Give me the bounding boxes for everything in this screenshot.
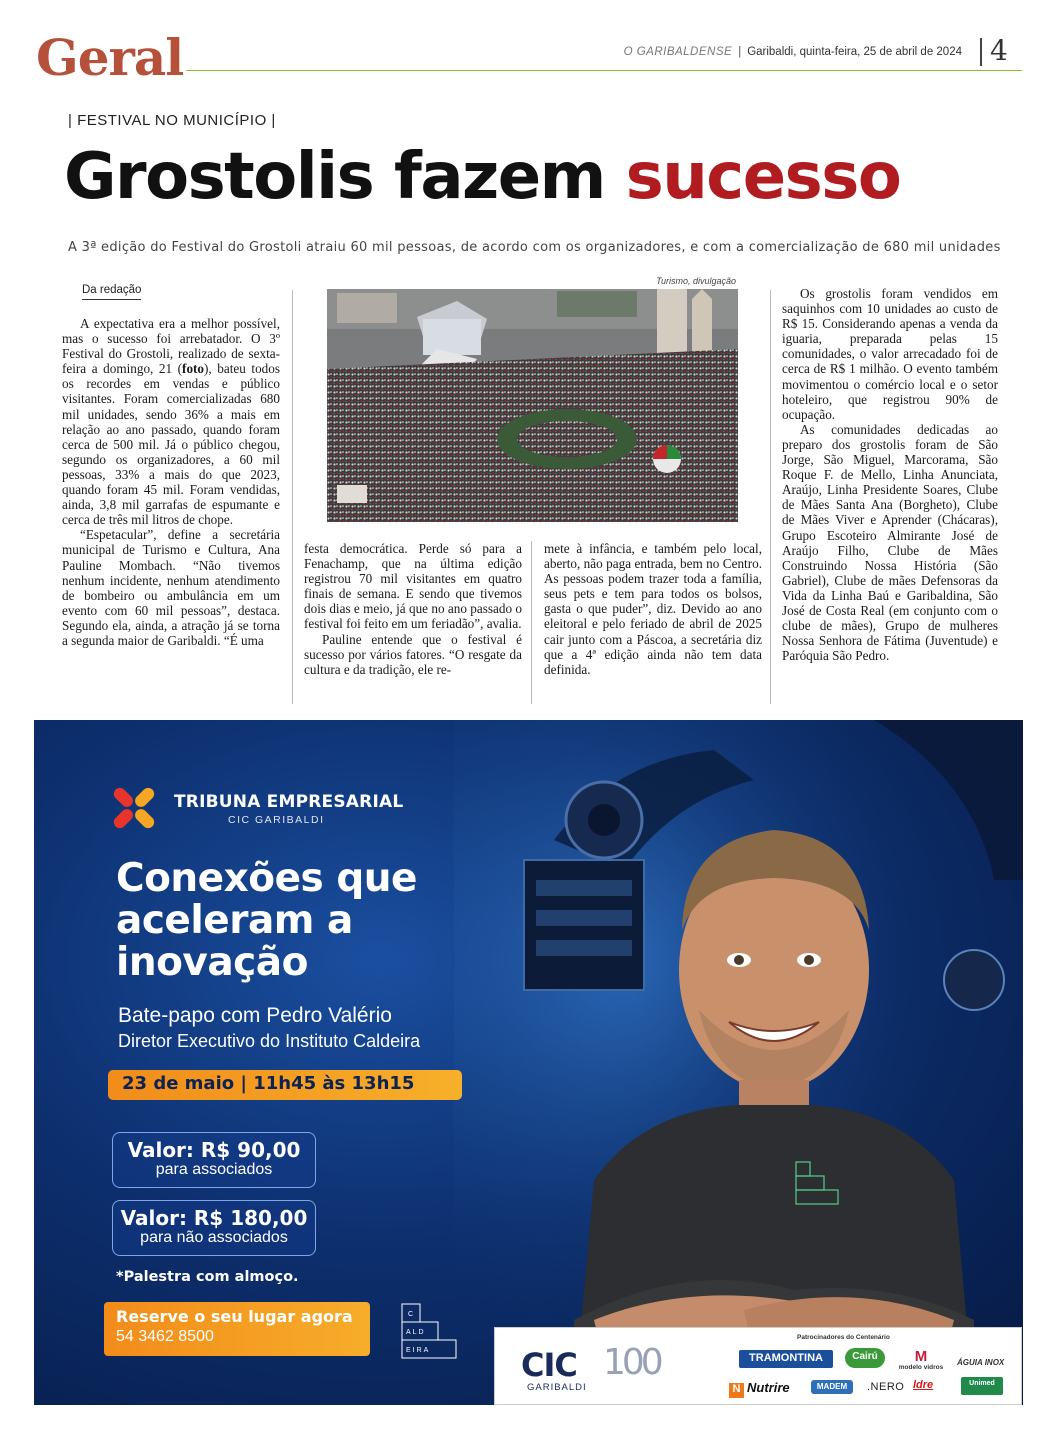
column-divider bbox=[292, 290, 293, 704]
caldeira-letter-row: EIRA bbox=[406, 1347, 431, 1354]
sponsor-nero: .NERO bbox=[867, 1381, 905, 1393]
article-headline bbox=[64, 140, 900, 214]
column-divider bbox=[531, 541, 532, 704]
sponsor-modelo-vidros bbox=[893, 1350, 949, 1371]
article-byline: Da redação bbox=[82, 284, 141, 300]
article-kicker: | FESTIVAL NO MUNICÍPIO | bbox=[68, 112, 276, 129]
article-column-3 bbox=[544, 541, 762, 677]
price-value: Valor: R$ 180,00 bbox=[120, 1206, 308, 1230]
article-column-4 bbox=[782, 286, 998, 663]
sponsor-madem: MADEM bbox=[811, 1380, 853, 1394]
masthead-rule bbox=[186, 70, 1022, 71]
article-column-2 bbox=[304, 541, 522, 677]
ad-date-badge: 23 de maio | 11h45 às 13h15 bbox=[108, 1070, 462, 1100]
article-column-1 bbox=[62, 316, 280, 648]
price-associates bbox=[112, 1132, 316, 1188]
sponsor-ldre: ldre bbox=[913, 1379, 934, 1391]
page-number: 4 bbox=[990, 34, 1008, 67]
caldeira-letter-row: ALD bbox=[406, 1329, 426, 1336]
sponsor-tramontina: TRAMONTINA bbox=[739, 1350, 833, 1368]
sponsor-aguia-inox: ÁGUIA INOX bbox=[957, 1358, 1005, 1367]
article-subheadline: A 3ª edição do Festival do Grostoli atraiu 60 mil pessoas, de acordo com os organizadores, e com a comercialização de 680 mil unidades bbox=[68, 240, 1001, 255]
reserve-button[interactable] bbox=[104, 1302, 370, 1356]
sponsor-name: modelo vidros bbox=[898, 1364, 944, 1371]
price-value: Valor: R$ 90,00 bbox=[127, 1138, 301, 1162]
text-run: ), bateu todos os recordes em vendas e público visitantes. Foram comercializadas 680 mil unidades, sendo 36% a mais em relação ao ano passado, quando foram cerca de 500 mil. Já o público chegou, segundo os organizadores, a 60 mil pessoas, 33% a mais do que 2023, quando foram 45 mil. Foram vendidas, ainda, 3,8 mil garrafas de espumante e cerca de três mil litros de chope. bbox=[62, 361, 280, 528]
text-run: A expectativa era a melhor possível, mas o sucesso foi arrebatador. O 3º Festival do Grostoli, realizado de sexta-feira a domingo, 21 ( bbox=[62, 316, 280, 377]
price-label: para não associados bbox=[140, 1229, 288, 1246]
sponsors-label: Patrocinadores do Centenário bbox=[797, 1334, 890, 1341]
ad-brand-name: TRIBUNA EMPRESARIAL bbox=[174, 792, 404, 812]
reserve-phone[interactable]: 54 3462 8500 bbox=[116, 1328, 214, 1345]
paragraph bbox=[62, 316, 280, 527]
ad-note: *Palestra com almoço. bbox=[116, 1269, 299, 1285]
paragraph: “Espetacular”, define a secretária municipal de Turismo e Cultura, Ana Pauline Mombach. “Não tivemos nenhum incidente, nenhum atendimento de bombeiro ou ambulância em um evento com 60 mil pessoas”, destaca. Segundo ela, ainda, a atração já se torna a segunda maior de Garibaldi. “É uma bbox=[62, 527, 280, 648]
reserve-label: Reserve o seu lugar agora bbox=[116, 1307, 353, 1326]
paragraph: As comunidades dedicadas ao preparo dos grostolis foram de São Jorge, São Miguel, Marcorama, São Roque F. de Mello, Linha Anunciata, Araújo, Linha Presidente Soares, Clube de Mães Santa Ana (Borgheto), Clube de Mães Viver e Aprender (Chácaras), Grupo Escoteiro Almirante José de Araújo Filho, Clube de Mães Construindo Nossa História (São Gabriel), Clube de mães Defensoras da Vida da Linha Baú e Garibaldina, São José de Costa Real (em conjunto com o clube de mães), Grupo de mulheres Nossa Senhora de Fátima (Juventude) e Paróquia São Pedro. bbox=[782, 421, 998, 664]
cic-100-years: 100 bbox=[603, 1342, 660, 1383]
section-title: Geral bbox=[36, 28, 184, 87]
ad-speaker: Bate-papo com Pedro Valério bbox=[118, 1004, 392, 1027]
masthead-meta bbox=[624, 46, 962, 58]
modelo-m-icon: M bbox=[914, 1348, 928, 1365]
nutrire-n-icon: N bbox=[729, 1383, 744, 1398]
advertisement[interactable] bbox=[34, 720, 1023, 1405]
headline-accent: sucesso bbox=[625, 140, 901, 214]
sponsors-strip bbox=[494, 1327, 1022, 1405]
cic-logo-subtitle: GARIBALDI bbox=[527, 1382, 587, 1393]
festival-photo-illustration bbox=[327, 289, 738, 522]
festival-aerial-photo bbox=[327, 289, 738, 522]
cic-logo: CIC bbox=[521, 1346, 577, 1384]
paragraph: mete à infância, e também pelo local, aberto, não paga entrada, bem no Centro. As pessoas podem trazer toda a família, seus pets e tem para todos os bolsos, gasta o que puder”, diz. Devido ao ano eleitoral e pelo feriado de abril de 2025 cair junto com a Páscoa, a secretária diz que a 4ª edição ainda não tem data definida. bbox=[544, 541, 762, 677]
sponsor-unimed: Unimed bbox=[961, 1377, 1003, 1395]
sponsor-nutrire bbox=[729, 1380, 790, 1398]
ad-brand-subtitle: CIC GARIBALDI bbox=[228, 814, 325, 826]
column-divider bbox=[770, 290, 771, 704]
speaker-portrait bbox=[534, 760, 1014, 1405]
photo-reference: foto bbox=[182, 361, 205, 377]
paragraph: Pauline entende que o festival é sucesso por vários fatores. “O resgate da cultura e da tradição, ele re- bbox=[304, 631, 522, 677]
page-number-bar bbox=[980, 38, 982, 66]
masthead-separator: | bbox=[738, 46, 742, 58]
paragraph: Os grostolis foram vendidos em saquinhos com 10 unidades ao custo de R$ 15. Considerando apenas a venda da iguaria, preparada pelas 15 comunidades, o valor arrecadado foi de cerca de R$ 1 milhão. O evento também movimentou o comércio local e o setor hoteleiro, que registrou 90% de ocupação. bbox=[782, 286, 998, 422]
photo-credit: Turismo, divulgação bbox=[656, 276, 736, 286]
price-non-associates bbox=[112, 1200, 316, 1256]
dateline: Garibaldi, quinta-feira, 25 de abril de 2024 bbox=[747, 46, 962, 58]
caldeira-letter-row: C bbox=[408, 1311, 416, 1318]
headline-plain: Grostolis fazem bbox=[64, 140, 626, 214]
paragraph: festa democrática. Perde só para a Fenachamp, que na última edição registrou 70 mil visitantes em quatro finais de semana. E sendo que tivemos dois dias e meio, já que no ano passado o festival foi feito em um feriadão”, avalia. bbox=[304, 541, 522, 632]
sponsor-cairu: Cairú bbox=[845, 1348, 885, 1368]
caldeira-logo-icon bbox=[400, 1302, 460, 1360]
ad-speaker-role: Diretor Executivo do Instituto Caldeira bbox=[118, 1031, 421, 1051]
ad-title: Conexões que aceleram a inovação bbox=[116, 856, 417, 985]
price-label: para associados bbox=[155, 1161, 273, 1178]
paper-name: O GARIBALDENSE bbox=[623, 46, 733, 58]
tribuna-empresarial-logo-icon bbox=[104, 778, 164, 838]
sponsor-name: Nutrire bbox=[747, 1380, 790, 1395]
